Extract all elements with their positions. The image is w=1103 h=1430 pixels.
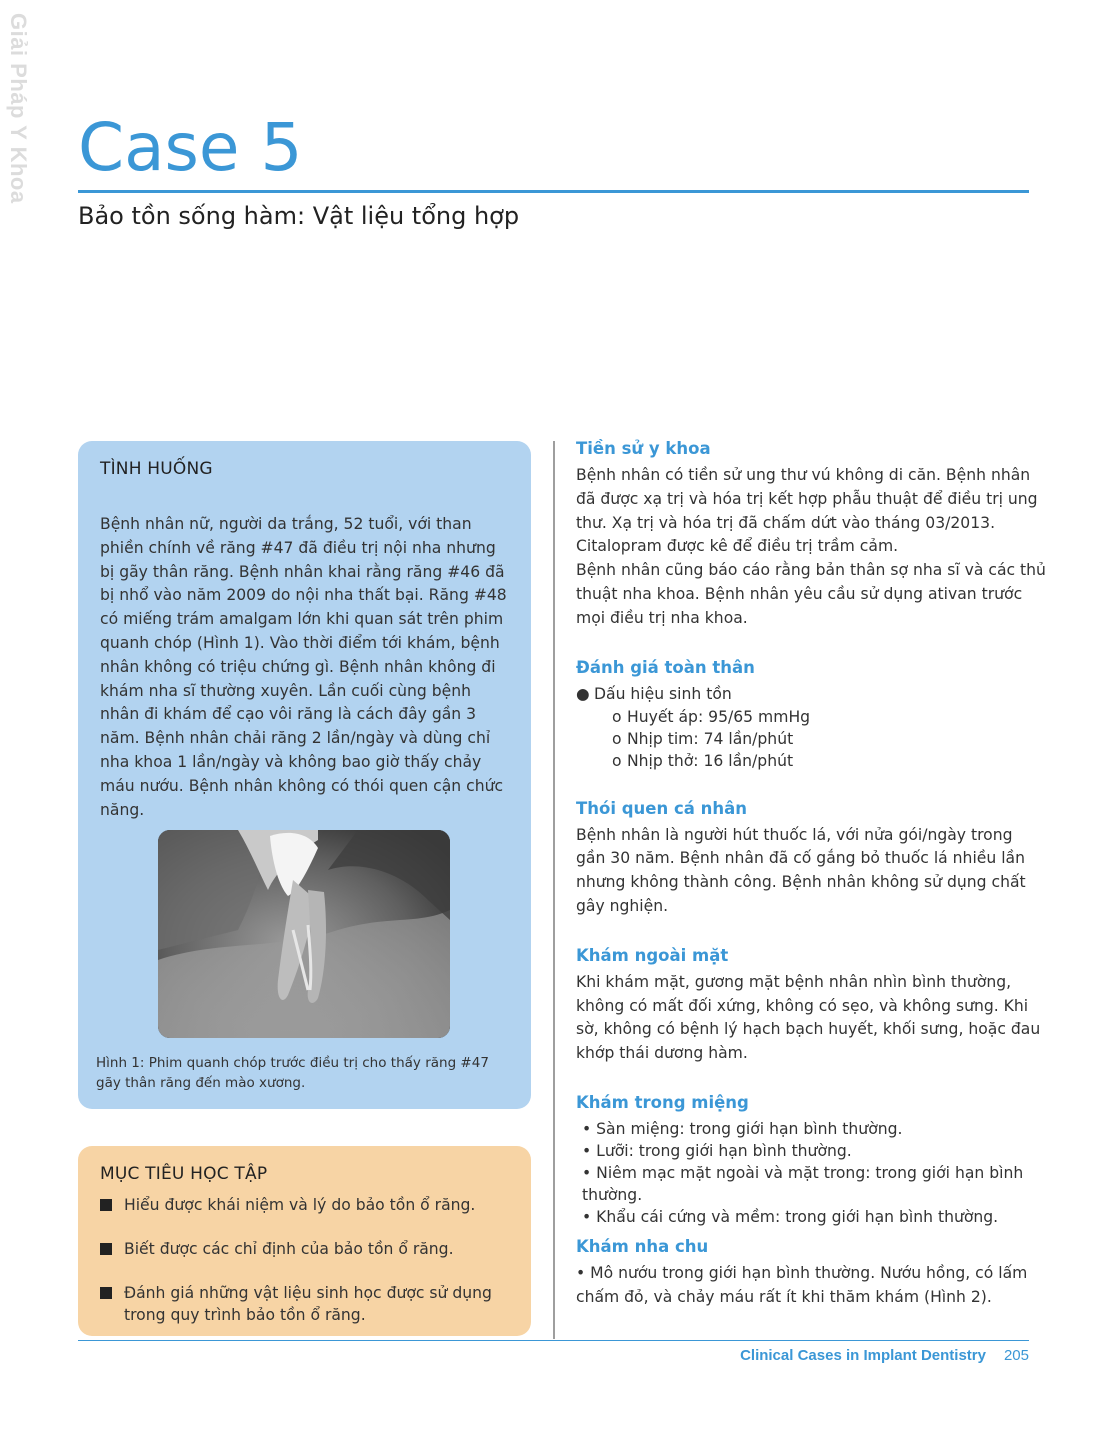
page-footer [740,1347,1029,1364]
medical-history-p2: Bệnh nhân cũng báo cáo rằng bản thân sợ nha sĩ và các thủ thuật nha khoa. Bệnh nhân yêu cầu sử dụng ativan trước mọi điều trị nha khoa. [576,561,1046,627]
square-bullet-icon [100,1199,112,1211]
vital-signs-item: ● Dấu hiệu sinh tồn [576,683,1046,706]
medical-history-heading: Tiền sử y khoa [576,439,711,458]
objectives-heading: MỤC TIÊU HỌC TẬP [100,1164,268,1184]
intraoral-heading: Khám trong miệng [576,1092,749,1112]
intraoral-item: • Khẩu cái cứng và mềm: trong giới hạn bình thường. [582,1207,999,1226]
intraoral-item: • Niêm mạc mặt ngoài và mặt trong: trong giới hạn bình thường. [582,1163,1024,1204]
systemic-heading: Đánh giá toàn thân [576,657,755,677]
medical-history-p1: Bệnh nhân có tiền sử ung thư vú không di căn. Bệnh nhân đã được xạ trị và hóa trị kết hợp phẫu thuật để điều trị ung thư. Xạ trị và hóa trị đã chấm dứt vào tháng 03/2013. Citalopram được kê để điều trị trầm cảm. [576,466,1038,556]
objectives-list [100,1194,509,1326]
footer-rule [78,1340,1029,1341]
square-bullet-icon [100,1243,112,1255]
vital-signs-list [576,706,1046,772]
right-column [576,438,1046,1310]
title-rule [78,190,1029,193]
case-subtitle: Bảo tồn sống hàm: Vật liệu tổng hợp [78,202,520,230]
extraoral-heading: Khám ngoài mặt [576,945,729,965]
case-title: Case 5 [78,109,303,186]
vital-sign: o Nhịp tim: 74 lần/phút [612,729,794,748]
bullet-icon: ● [576,684,590,703]
objective-item: Biết được các chỉ định của bảo tồn ổ răng. [100,1238,509,1260]
column-divider [553,441,555,1339]
habits-heading: Thói quen cá nhân [576,798,748,818]
periodontal-text: • Mô nướu trong giới hạn bình thường. Nướu hồng, có lấm chấm đỏ, và chảy máu rất ít khi thăm khám (Hình 2). [576,1263,1028,1306]
watermark: Giải Pháp Y Khoa [6,13,31,204]
objective-item: Hiểu được khái niệm và lý do bảo tồn ổ răng. [100,1194,509,1216]
periodontal-heading: Khám nha chu [576,1236,709,1256]
figure-caption: Hình 1: Phim quanh chóp trước điều trị cho thấy răng #47 gãy thân răng đến mào xương. [96,1055,489,1091]
extraoral-text: Khi khám mặt, gương mặt bệnh nhân nhìn bình thường, không có mất đối xứng, không có sẹo, và không sưng. Khi sờ, không có bệnh lý hạch bạch huyết, khối sưng, hoặc đau khớp thái dương hàm. [576,972,1041,1063]
habits-text: Bệnh nhân là người hút thuốc lá, với nửa gói/ngày trong gần 30 năm. Bệnh nhân đã cố gắng bỏ thuốc lá nhiều lần nhưng không thành công. Bệnh nhân không sử dụng chất gây nghiện. [576,825,1026,915]
intraoral-item: • Lưỡi: trong giới hạn bình thường. [582,1141,852,1160]
objective-item: Đánh giá những vật liệu sinh học được sử dụng trong quy trình bảo tồn ổ răng. [100,1282,509,1326]
case-box-heading: TÌNH HUỐNG [100,459,213,479]
case-box-text: Bệnh nhân nữ, người da trắng, 52 tuổi, với than phiền chính về răng #47 đã điều trị nội nha nhưng bị gãy thân răng. Bệnh nhân khai rằng răng #46 đã bị nhổ vào năm 2009 do nội nha thất bại. Răng #48 có miếng trám amalgam lớn khi quan sát trên phim quanh chóp (Hình 1). Vào thời điểm tới khám, bệnh nhân không có triệu chứng gì. Bệnh nhân không đi khám nha sĩ thường xuyên. Lần cuối cùng bệnh nhân đi khám để cạo vôi răng là cách đây gần 3 năm. Bệnh nhân chải răng 2 lần/ngày và dùng chỉ nha khoa 1 lần/ngày và không bao giờ thấy chảy máu nướu. Bệnh nhân không có thói quen cận chức năng. [100,515,507,819]
vital-sign: o Huyết áp: 95/65 mmHg [612,707,811,726]
intraoral-item: • Sàn miệng: trong giới hạn bình thường. [582,1119,903,1138]
vital-sign: o Nhịp thở: 16 lần/phút [612,751,794,770]
case-box [78,441,531,1109]
square-bullet-icon [100,1287,112,1299]
book-title: Clinical Cases in Implant Dentistry [740,1347,986,1364]
intraoral-list [576,1118,1046,1228]
page-number: 205 [1003,1347,1029,1364]
xray-figure [158,830,450,1038]
objectives-box [78,1146,531,1336]
